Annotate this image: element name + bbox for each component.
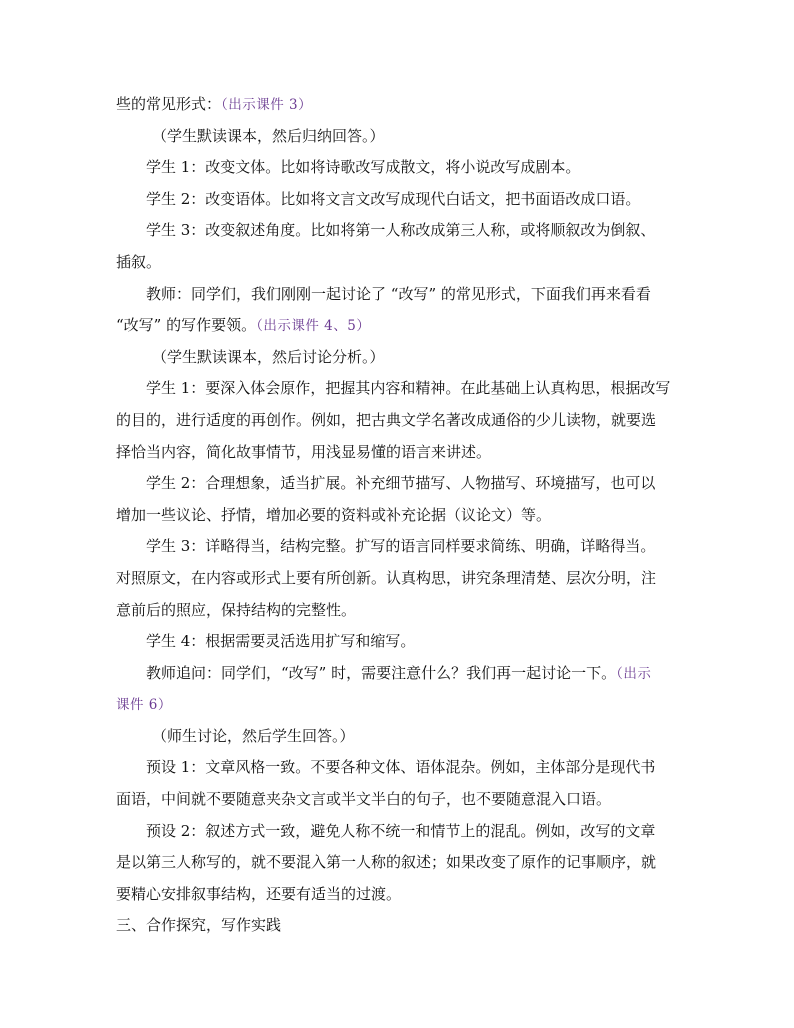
line-text: （学生默读课本，然后讨论分析。） — [152, 347, 385, 366]
line-text: （学生默读课本，然后归纳回答。） — [152, 126, 385, 145]
line-text: 择恰当内容，简化故事情节，用浅显易懂的语言来讲述。 — [116, 442, 492, 461]
text-line-21 — [116, 724, 678, 748]
section-heading — [116, 913, 678, 937]
text-line-2 — [116, 124, 678, 148]
line-text: 预设 2：叙述方式一致，避免人称不统一和情节上的混乱。例如，改写的文章 — [146, 821, 656, 840]
line-text: 预设 1：文章风格一致。不要各种文体、语体混杂。例如，主体部分是现代书 — [146, 758, 656, 777]
line-text: 学生 3：改变叙述角度。比如将第一人称改成第三人称，或将顺叙改为倒叙、 — [146, 221, 656, 240]
line-text: 对照原文，在内容或形式上要有所创新。认真构思，讲究条理清楚、层次分明，注 — [116, 568, 657, 587]
courseware-ref: （出示 — [616, 665, 652, 682]
courseware-ref: （出示课件 4、5） — [256, 318, 371, 335]
text-line-24 — [116, 819, 678, 843]
text-line-20 — [116, 692, 678, 716]
line-text: 学生 1：要深入体会原作，把握其内容和精神。在此基础上认真构思，根据改写 — [146, 379, 671, 398]
courseware-ref: （出示课件 3） — [221, 97, 313, 113]
line-text: 些的常见形式： — [116, 95, 222, 113]
text-line-16 — [116, 566, 678, 590]
document-page — [116, 92, 678, 945]
text-line-6 — [116, 250, 678, 274]
text-line-14 — [116, 503, 678, 527]
line-text: 面语，中间就不要随意夹杂文言或半文半白的句子，也不要随意混入口语。 — [116, 790, 612, 809]
line-text: 要精心安排叙事结构，还要有适当的过渡。 — [116, 884, 402, 903]
text-line-9 — [116, 345, 678, 369]
line-text: 教师：同学们，我们刚刚一起讨论了 “改写” 的常见形式，下面我们再来看看 — [146, 284, 651, 303]
text-line-8 — [116, 313, 678, 337]
line-text: 意前后的照应，保持结构的完整性。 — [116, 600, 357, 619]
line-text: 教师追问：同学们，“改写” 时，需要注意什么？我们再一起讨论一下。 — [146, 663, 617, 682]
line-text: 三、合作探究，写作实践 — [116, 916, 282, 935]
text-line-26 — [116, 882, 678, 906]
text-line-4 — [116, 187, 678, 211]
line-text: 学生 2：合理想象，适当扩展。补充细节描写、人物描写、环境描写，也可以 — [146, 474, 656, 493]
text-line-25 — [116, 850, 678, 874]
line-text: 学生 3：详略得当，结构完整。扩写的语言同样要求简练、明确，详略得当。 — [146, 537, 656, 556]
line-text: 学生 1：改变文体。比如将诗歌改写成散文，将小说改写成剧本。 — [146, 158, 581, 177]
text-line-7 — [116, 282, 678, 306]
text-line-5 — [116, 218, 678, 242]
line-text: 插叙。 — [116, 252, 162, 271]
line-text: 学生 4：根据需要灵活选用扩写和缩写。 — [146, 632, 416, 651]
text-line-3 — [116, 155, 678, 179]
courseware-ref: 课件 6） — [116, 697, 172, 714]
text-line-12 — [116, 440, 678, 464]
line-text: 学生 2：改变语体。比如将文言文改写成现代白话文，把书面语改成口语。 — [146, 189, 641, 208]
line-text: 增加一些议论、抒情，增加必要的资料或补充论据（议论文）等。 — [116, 505, 552, 524]
line-text: 是以第三人称写的，就不要混入第一人称的叙述；如果改变了原作的记事顺序，就 — [116, 853, 657, 872]
text-line-10 — [116, 376, 678, 400]
text-line-23 — [116, 787, 678, 811]
line-text: “改写” 的写作要领。 — [116, 316, 257, 335]
text-line-15 — [116, 534, 678, 558]
text-line-18 — [116, 629, 678, 653]
text-line-17 — [116, 598, 678, 622]
text-line-11 — [116, 408, 678, 432]
line-text: 的目的，进行适度的再创作。例如，把古典文学名著改成通俗的少儿读物，就要选 — [116, 410, 657, 429]
text-line-22 — [116, 755, 678, 779]
line-text: （师生讨论，然后学生回答。） — [152, 726, 355, 745]
text-line-13 — [116, 471, 678, 495]
text-line-1 — [116, 92, 678, 116]
text-line-19 — [116, 661, 678, 685]
